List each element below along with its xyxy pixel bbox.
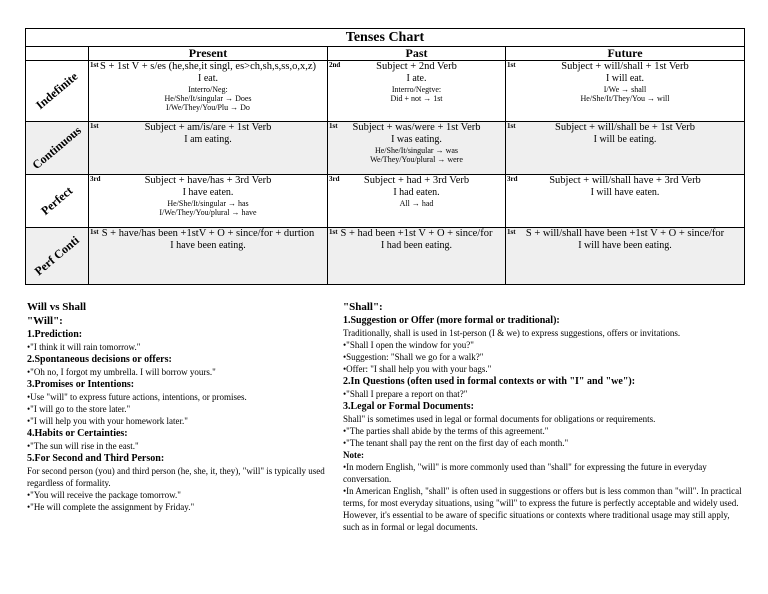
tense-formula: Subject + was/were + 1st Verb <box>352 122 481 133</box>
tense-formula: Subject + will/shall be + 1st Verb <box>555 122 695 133</box>
notes-list <box>343 461 743 533</box>
tense-row <box>26 122 745 175</box>
bullet-item: •"I will go to the store later." <box>27 404 131 414</box>
section-heading: 3.Legal or Formal Documents: <box>343 401 474 412</box>
tense-example: I was eating. <box>391 134 442 145</box>
tense-cell <box>89 122 328 175</box>
tense-example: I will have been eating. <box>578 240 672 251</box>
bullet-item: •"He will complete the assignment by Friday." <box>27 502 195 512</box>
tense-cell <box>506 228 745 285</box>
verb-form-marker: 1st <box>90 122 99 130</box>
bullet-item: •"The sun will rise in the east." <box>27 441 139 451</box>
verb-form-marker: 3rd <box>90 175 101 183</box>
bullet-item: •"I will help you with your homework later." <box>27 416 188 426</box>
bullet-item: •"The parties shall abide by the terms of this agreement." <box>343 426 549 436</box>
tense-formula: Subject + will/shall + 1st Verb <box>561 61 689 72</box>
verb-form-marker: 1st <box>507 61 516 69</box>
tense-rule-note: He/She/It/singular → was <box>374 146 459 155</box>
tense-formula: Subject + have/has + 3rd Verb <box>144 175 272 186</box>
bullet-item: •Suggestion: "Shall we go for a walk?" <box>343 352 484 362</box>
shall-column <box>343 300 743 533</box>
tenses-chart-table <box>25 28 745 285</box>
tense-example: I have eaten. <box>182 187 234 198</box>
section-heading: 2.In Questions (often used in formal contexts or with "I" and "we"): <box>343 376 636 387</box>
will-sections <box>27 328 339 513</box>
header-future: Future <box>506 47 745 61</box>
section-text: Shall" is sometimes used in legal or formal documents for obligations or requirements. <box>343 414 656 424</box>
tense-cell <box>89 61 328 122</box>
tense-cell <box>328 175 506 228</box>
verb-form-marker: 2nd <box>329 61 341 69</box>
tense-rule-note: I/We/They/You/Plu → Do <box>166 103 250 112</box>
note-item: •In modern English, "will" is more commonly used than "shall" for expressing the future in everyday conversation. <box>343 462 707 484</box>
shall-title: "Shall": <box>343 301 383 313</box>
bullet-item: •Offer: "I shall help you with your bags." <box>343 364 492 374</box>
tense-cell <box>506 175 745 228</box>
header-past: Past <box>328 47 506 61</box>
section-text: For second person (you) and third person (he, she, it, they), "will" is typically used regardless of formality. <box>27 466 325 488</box>
tense-label: Perfect <box>38 183 76 218</box>
note-label: Note: <box>343 450 364 460</box>
tense-formula: S + will/shall have been +1st V + O + since/for <box>525 228 725 239</box>
tense-example: I have been eating. <box>170 240 246 251</box>
tense-cell <box>328 228 506 285</box>
tense-formula: Subject + am/is/are + 1st Verb <box>144 122 272 133</box>
section-text: Traditionally, shall is used in 1st-person (I & we) to express suggestions, offers or invitations. <box>343 328 681 338</box>
tense-rule-note: Interro/Neg: <box>188 85 228 94</box>
tense-rule-note: We/They/You/plural → were <box>370 155 463 164</box>
tense-example: I ate. <box>406 73 427 84</box>
tense-rule-note: I/We/They/You/plural → have <box>159 208 257 217</box>
section-heading: 2.Spontaneous decisions or offers: <box>27 354 172 365</box>
tense-cell <box>89 175 328 228</box>
tense-example: I will be eating. <box>593 134 657 145</box>
tense-formula: Subject + had + 3rd Verb <box>363 175 470 186</box>
verb-form-marker: 1st <box>329 122 338 130</box>
tense-example: I had been eating. <box>380 240 453 251</box>
tense-rule-note: He/She/It/singular → has <box>167 199 249 208</box>
tense-label: Continuous <box>29 123 84 173</box>
bullet-item: •"Oh no, I forgot my umbrella. I will borrow yours." <box>27 367 216 377</box>
tense-formula: S + 1st V + s/es (he,she,it singl, es>ch,sh,s,ss,o,x,z) <box>99 61 316 72</box>
verb-form-marker: 3rd <box>507 175 518 183</box>
tense-row <box>26 61 745 122</box>
verb-form-marker: 1st <box>90 61 99 69</box>
section-heading: 5.For Second and Third Person: <box>27 453 165 464</box>
tense-cell <box>89 228 328 285</box>
tense-formula: S + have/has been +1stV + O + since/for + durtion <box>101 228 315 239</box>
verb-form-marker: 1st <box>90 228 99 236</box>
tense-label: Perf Conti <box>31 233 82 279</box>
tense-row <box>26 175 745 228</box>
bullet-item: •"Shall I prepare a report on that?" <box>343 389 468 399</box>
bullet-item: •Use "will" to express future actions, intentions, or promises. <box>27 392 247 402</box>
tense-example: I am eating. <box>184 134 232 145</box>
tense-example: I will eat. <box>605 73 645 84</box>
verb-form-marker: 1st <box>507 122 516 130</box>
tense-label-cell <box>26 175 89 228</box>
tense-label: Indefinite <box>33 69 81 113</box>
bullet-item: •"The tenant shall pay the rent on the first day of each month." <box>343 438 569 448</box>
tense-rule-note: Interro/Negtve: <box>391 85 442 94</box>
tense-rule-note: Did + not → 1st <box>390 94 443 103</box>
header-present: Present <box>89 47 328 61</box>
tense-label-cell <box>26 228 89 285</box>
section-heading: 1.Suggestion or Offer (more formal or traditional): <box>343 315 560 326</box>
tense-formula: Subject + will/shall have + 3rd Verb <box>549 175 701 186</box>
verb-form-marker: 1st <box>329 228 338 236</box>
will-column <box>27 300 339 513</box>
tense-label-cell <box>26 122 89 175</box>
tense-rule-note: He/She/It/They/You → will <box>580 94 670 103</box>
tense-rule-note: All → had <box>399 199 434 208</box>
will-vs-shall-title: Will vs Shall <box>27 301 87 313</box>
section-heading: 4.Habits or Certainties: <box>27 428 128 439</box>
section-heading: 1.Prediction: <box>27 329 83 340</box>
tense-formula: S + had been +1st V + O + since/for <box>340 228 493 239</box>
tense-rule-note: He/She/It/singular → Does <box>164 94 252 103</box>
tense-example: I will have eaten. <box>590 187 660 198</box>
verb-form-marker: 1st <box>507 228 516 236</box>
tense-cell <box>328 61 506 122</box>
section-heading: 3.Promises or Intentions: <box>27 379 135 390</box>
shall-sections <box>343 314 743 449</box>
tense-formula: Subject + 2nd Verb <box>376 61 457 72</box>
note-item: •In American English, "shall" is often used in suggestions or offers but is less common than "will". In practical terms, for most everyday situations, using "will" to express the future is perfectly acceptable and widely used. However, it's essential to be aware of specific situations or contexts where traditional usage may still apply, such as in formal or legal documents. <box>343 486 742 532</box>
tense-row <box>26 228 745 285</box>
bullet-item: •"You will receive the package tomorrow." <box>27 490 181 500</box>
tense-example: I eat. <box>198 73 218 84</box>
tense-label-cell <box>26 61 89 122</box>
tense-cell <box>328 122 506 175</box>
will-subtitle: "Will": <box>27 315 63 327</box>
verb-form-marker: 3rd <box>329 175 340 183</box>
chart-title: Tenses Chart <box>26 29 745 47</box>
bullet-item: •"Shall I open the window for you?" <box>343 340 474 350</box>
header-blank <box>26 47 89 61</box>
tense-cell <box>506 61 745 122</box>
tense-rule-note: I/We → shall <box>603 85 647 94</box>
bullet-item: •"I think it will rain tomorrow." <box>27 342 141 352</box>
tense-cell <box>506 122 745 175</box>
tense-example: I had eaten. <box>393 187 440 198</box>
